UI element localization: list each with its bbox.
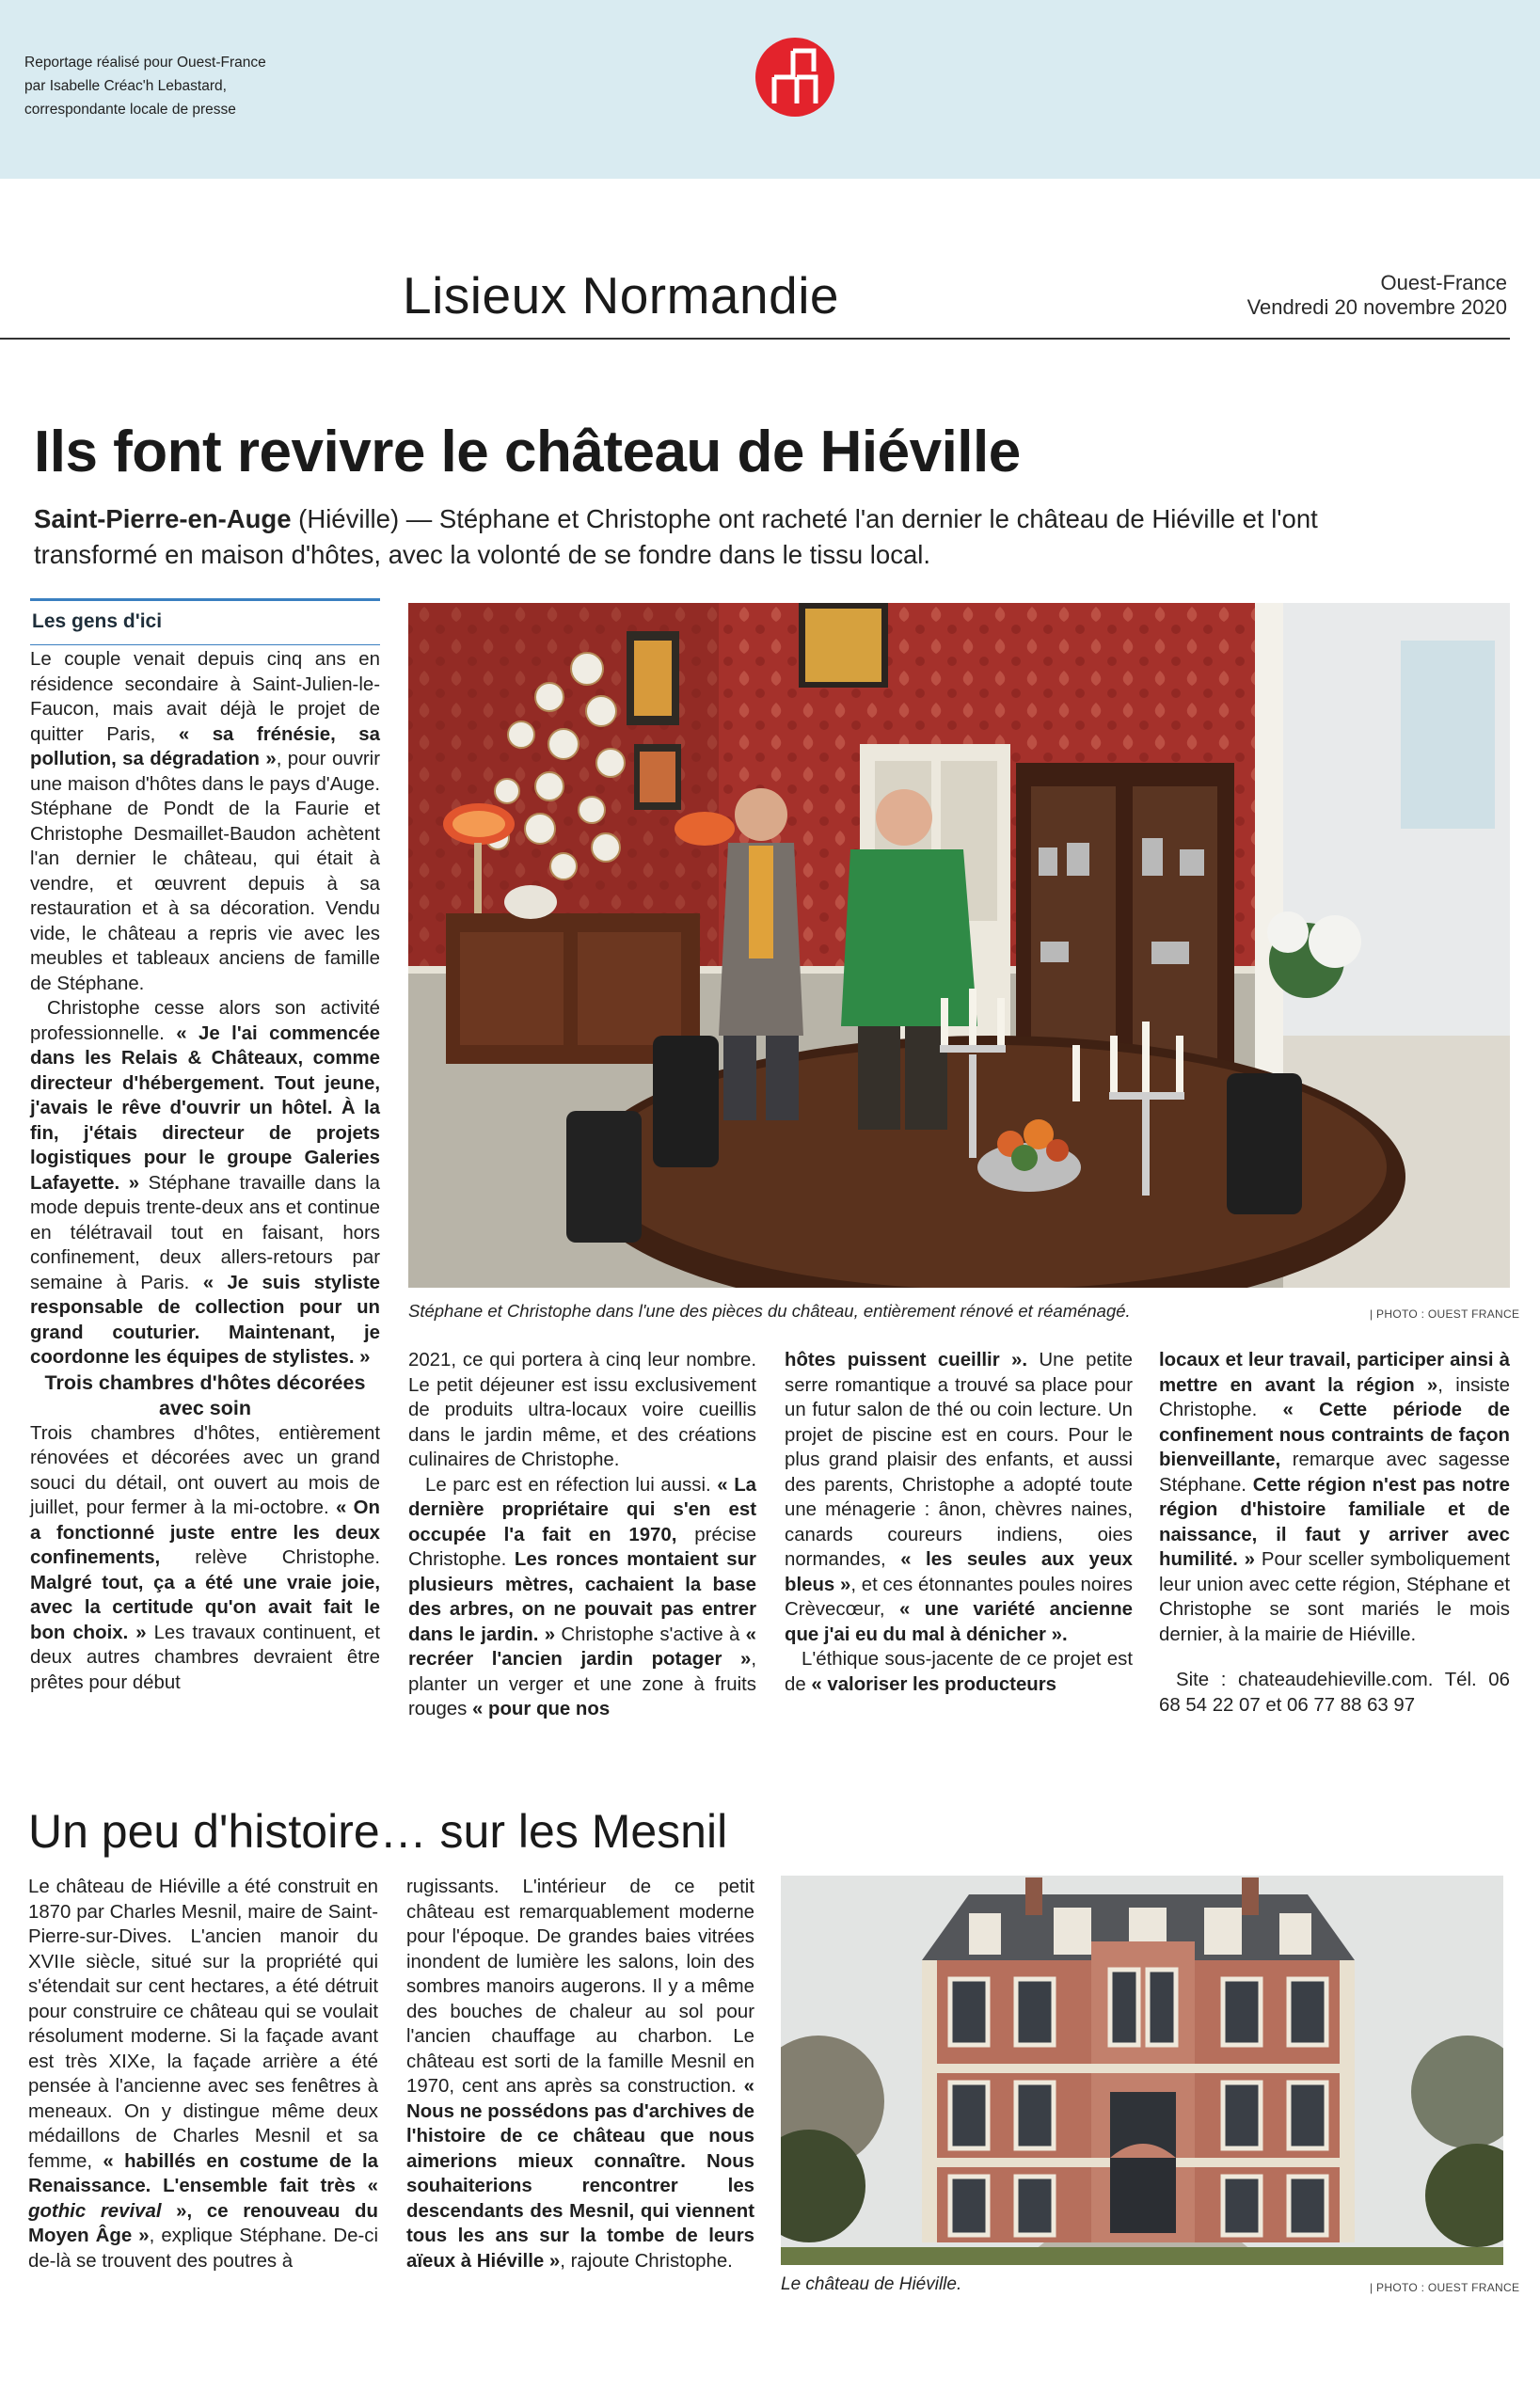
credit-line: correspondante locale de presse bbox=[24, 102, 236, 118]
article-column-4 bbox=[1159, 1348, 1510, 1718]
photo-credit: | PHOTO : OUEST FRANCE bbox=[1370, 2281, 1520, 2294]
paragraph: Le parc est en réfection lui aussi. « La dernière propriétaire qui s'en est occupée l'a fait en 1970, précise Christophe. Les ronces montaient sur plusieurs mètres, cachaient la base des arbres, on ne pouvait pas entrer dans le jardin. » Christophe s'active à « recréer l'ancien jardin potager », planter un verger et une zone à fruits rouges « pour que nos bbox=[408, 1474, 756, 1719]
photo-caption: Stéphane et Christophe dans l'une des pièces du château, entièrement rénové et réaménagé. bbox=[408, 1301, 1131, 1321]
article-column-3 bbox=[785, 1348, 1133, 1697]
article-lead bbox=[34, 501, 1370, 573]
contact-info: Site : chateaudehieville.com. Tél. 06 68 54 22 07 et 06 77 88 63 97 bbox=[1159, 1670, 1510, 1716]
subheading: Trois chambres d'hôtes décorées avec soin bbox=[44, 1370, 366, 1419]
lead-text: (Hiéville) — Stéphane et Christophe ont racheté l'an dernier le château de Hiéville et l'ont transformé en maison d'hôtes, avec la volonté de se fondre dans le tissu local. bbox=[34, 504, 1318, 569]
newspaper-info bbox=[1247, 271, 1507, 320]
newspaper-name: Ouest-France bbox=[1380, 271, 1507, 294]
paragraph: L'éthique sous-jacente de ce projet est de « valoriser les producteurs bbox=[785, 1649, 1133, 1695]
credit-line: Reportage réalisé pour Ouest-France bbox=[24, 55, 266, 71]
article-title: Ils font revivre le château de Hiéville bbox=[34, 420, 1021, 484]
paragraph: Trois chambres d'hôtes, entièrement rénovées et décorées avec un grand souci du détail, ont ouvert au mois de juillet, pour fermer à la mi-octobre. « On a fonctionné juste entre les deux confinements, relève Christophe. Malgré tout, ça a été une vraie joie, avec la certitude qu'on avait fait le bon choix. » Les travaux continuent, et deux autres chambres devraient être prêtes pour début bbox=[30, 1422, 381, 1693]
paragraph: Le château de Hiéville a été construit en 1870 par Charles Mesnil, maire de Saint-Pierre-sur-Dives. L'ancien manoir du XVIIe siècle, situé sur la propriété qui s'étendait sur cent hectares, a été détruit pour construire ce château qui se voulait résolument moderne. Si la façade avant est très XIXe, la façade arrière a été pensée à l'ancienne avec ses fenêtres à meneaux. On y distingue même deux médaillons de Charles Mesnil et sa femme, « habillés en costume de la Renaissance. L'ensemble fait très « gothic revival », ce renouveau du Moyen Âge », explique Stéphane. De-ci de-là se trouvent des poutres à bbox=[28, 1877, 378, 2272]
photo-caption: Le château de Hiéville. bbox=[781, 2274, 962, 2294]
article-column-2 bbox=[408, 1348, 756, 1722]
history-title: Un peu d'histoire… sur les Mesnil bbox=[28, 1805, 728, 1858]
paragraph: Le couple venait depuis cinq ans en résidence secondaire à Saint-Julien-le-Faucon, mais avait déjà le projet de quitter Paris, « sa frénésie, sa pollution, sa dégradation », pour ouvrir une maison d'hôtes dans le pays d'Auge. Stéphane de Pondt de la Faurie et Christophe Desmaillet-Baudon achètent l'an dernier le château, qui était à vendre, et œuvrent depuis à sa restauration et à sa décoration. Vendu vide, le château a repris vie avec les meubles et tableaux anciens de famille de Stéphane. bbox=[30, 649, 381, 994]
salon-photo bbox=[408, 603, 1510, 1288]
section-title: Lisieux Normandie bbox=[403, 266, 839, 325]
history-column-2 bbox=[406, 1875, 754, 2273]
photo-credit: | PHOTO : OUEST FRANCE bbox=[1370, 1307, 1520, 1321]
paragraph: 2021, ce qui portera à cinq leur nombre. Le petit déjeuner est issu exclusivement de produits ultra-locaux voire cueillis dans le jardin même, et des créations culinaires de Christophe. bbox=[408, 1350, 756, 1470]
rubric-header bbox=[30, 598, 380, 645]
paragraph: Christophe cesse alors son activité professionnelle. « Je l'ai commencée dans les Relais & Châteaux, comme directeur d'hébergement. Tout jeune, j'avais le rêve d'ouvrir un hôtel. À la fin, j'étais directeur de projets logistiques pour le groupe Galeries Lafayette. » Stéphane travaille dans la mode depuis trente-deux ans et continue en télétravail tout en faisant, hors confinement, deux allers-retours par semaine à Paris. « Je suis styliste responsable de collection pour un grand couturier. Maintenant, je coordonne les équipes de stylistes. » bbox=[30, 998, 380, 1368]
credit-line: par Isabelle Créac'h Lebastard, bbox=[24, 78, 227, 94]
red-circle-logo-icon bbox=[755, 38, 834, 117]
article-column-1 bbox=[30, 647, 380, 1695]
publication-date: Vendredi 20 novembre 2020 bbox=[1246, 295, 1507, 319]
history-column-1 bbox=[28, 1875, 378, 2273]
lead-place: Saint-Pierre-en-Auge bbox=[34, 504, 292, 533]
paragraph: locaux et leur travail, participer ainsi à mettre en avant la région », insiste Christophe. « Cette période de confinement nous contraints de façon bienveillante, remarque avec sagesse Stéphane. Cette région n'est pas notre région d'histoire familiale et de naissance, il faut y arriver avec humilité. » Pour sceller symboliquement leur union avec cette région, Stéphane et Christophe se sont mariés le mois dernier, à la mairie de Hiéville. bbox=[1159, 1350, 1511, 1645]
reporter-credit bbox=[24, 51, 266, 121]
paragraph: hôtes puissent cueillir ». Une petite serre romantique a trouvé sa place pour un futur salon de thé ou coin lecture. Un projet de piscine est en cours. Pour le plus grand plaisir des enfants, et aussi des parents, Christophe a adopté toute une ménagerie : ânon, chèvres naines, canards coureurs indiens, oies normandes, « les seules aux yeux bleus », et ces étonnantes poules noires Crèvecœur, « une variété ancienne que j'ai eu du mal à dénicher ». bbox=[785, 1350, 1134, 1645]
rubric-label: Les gens d'ici bbox=[32, 610, 163, 632]
paragraph: rugissants. L'intérieur de ce petit château est remarquablement moderne pour l'époque. De grandes baies vitrées inondent de lumière les salons, loin des sombres manoirs augerons. Il y a même des bouches de chaleur au sol pour l'ancien chauffage au charbon. Le château est sorti de la famille Mesnil en 1970, cent ans après sa construction. « Nous ne possédons pas d'archives de l'histoire de ce château que nous aimerions mieux connaître. Nous souhaiterions rencontrer les descendants des Mesnil, qui viennent tous les ans sur la tombe de leurs aïeux à Hiéville », rajoute Christophe. bbox=[406, 1877, 754, 2272]
chateau-photo bbox=[781, 1876, 1503, 2265]
masthead-rule bbox=[0, 338, 1510, 340]
credit-banner bbox=[0, 0, 1540, 179]
